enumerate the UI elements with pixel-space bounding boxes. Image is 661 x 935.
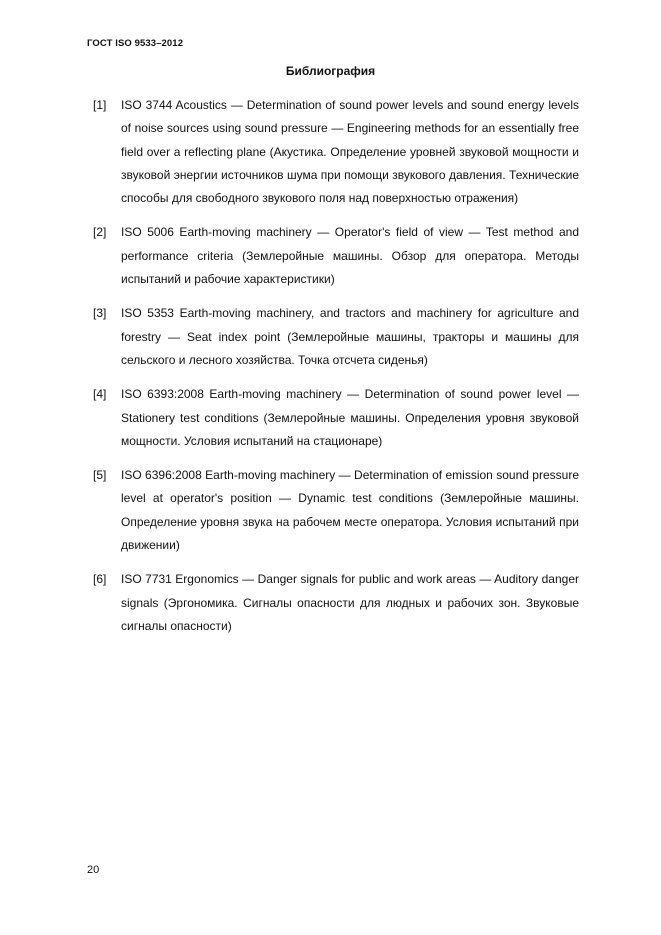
- bibliography-list: [93, 94, 579, 649]
- bibliography-entry-1: [93, 94, 579, 210]
- bibliography-entry-2: [93, 221, 579, 291]
- section-title: Библиография: [285, 64, 376, 78]
- bibliography-entry-5: [93, 464, 579, 557]
- reference-text: ISO 6396:2008 Earth-moving machinery — Determination of emission sound pressure level at operator's position — Dynamic test conditions (Землеройные машины. Определение уровня звука на рабочем месте оператора. Условия испытаний при движении): [121, 468, 579, 553]
- reference-text: ISO 5353 Earth-moving machinery, and tractors and machinery for agriculture and forestry — Seat index point (Землеройные машины, тракторы и машины для сельского и лесного хозяйства. Точка отсчета сиденья): [121, 306, 579, 367]
- reference-number: [2]: [93, 225, 107, 240]
- document-standard-header: ГОСТ ISO 9533–2012: [87, 38, 184, 49]
- reference-number: [1]: [93, 98, 107, 112]
- reference-number: [6]: [93, 572, 107, 587]
- bibliography-entry-4: [93, 383, 579, 453]
- reference-number: [3]: [93, 306, 107, 321]
- reference-number: [4]: [93, 387, 107, 402]
- bibliography-entry-6: [93, 568, 579, 638]
- reference-text: ISO 7731 Ergonomics — Danger signals for public and work areas — Auditory danger signals (Эргономика. Сигналы опасности для людных и рабочих зон. Звуковые сигналы опасности): [121, 572, 579, 633]
- reference-text: ISO 3744 Acoustics — Determination of sound power levels and sound energy levels of noise sources using sound pressure — Engineering methods for an essentially free field over a reflecting plane (Акустика. Определение уровней звуковой мощности и звуковой энергии источников шума при помощи звукового давления. Технические способы для свободного звукового поля над поверхностью отражения): [121, 98, 579, 206]
- reference-text: ISO 5006 Earth-moving machinery — Operator's field of view — Test method and performance criteria (Землеройные машины. Обзор для оператора. Методы испытаний и рабочие характеристики): [121, 225, 579, 287]
- bibliography-entry-3: [93, 302, 579, 372]
- reference-text: ISO 6393:2008 Earth-moving machinery — Determination of sound power level — Stationery test conditions (Землеройные машины. Определения уровня звуковой мощности. Условия испытаний на стационаре): [121, 387, 579, 448]
- reference-number: [5]: [93, 468, 107, 483]
- page-number: 20: [87, 864, 100, 876]
